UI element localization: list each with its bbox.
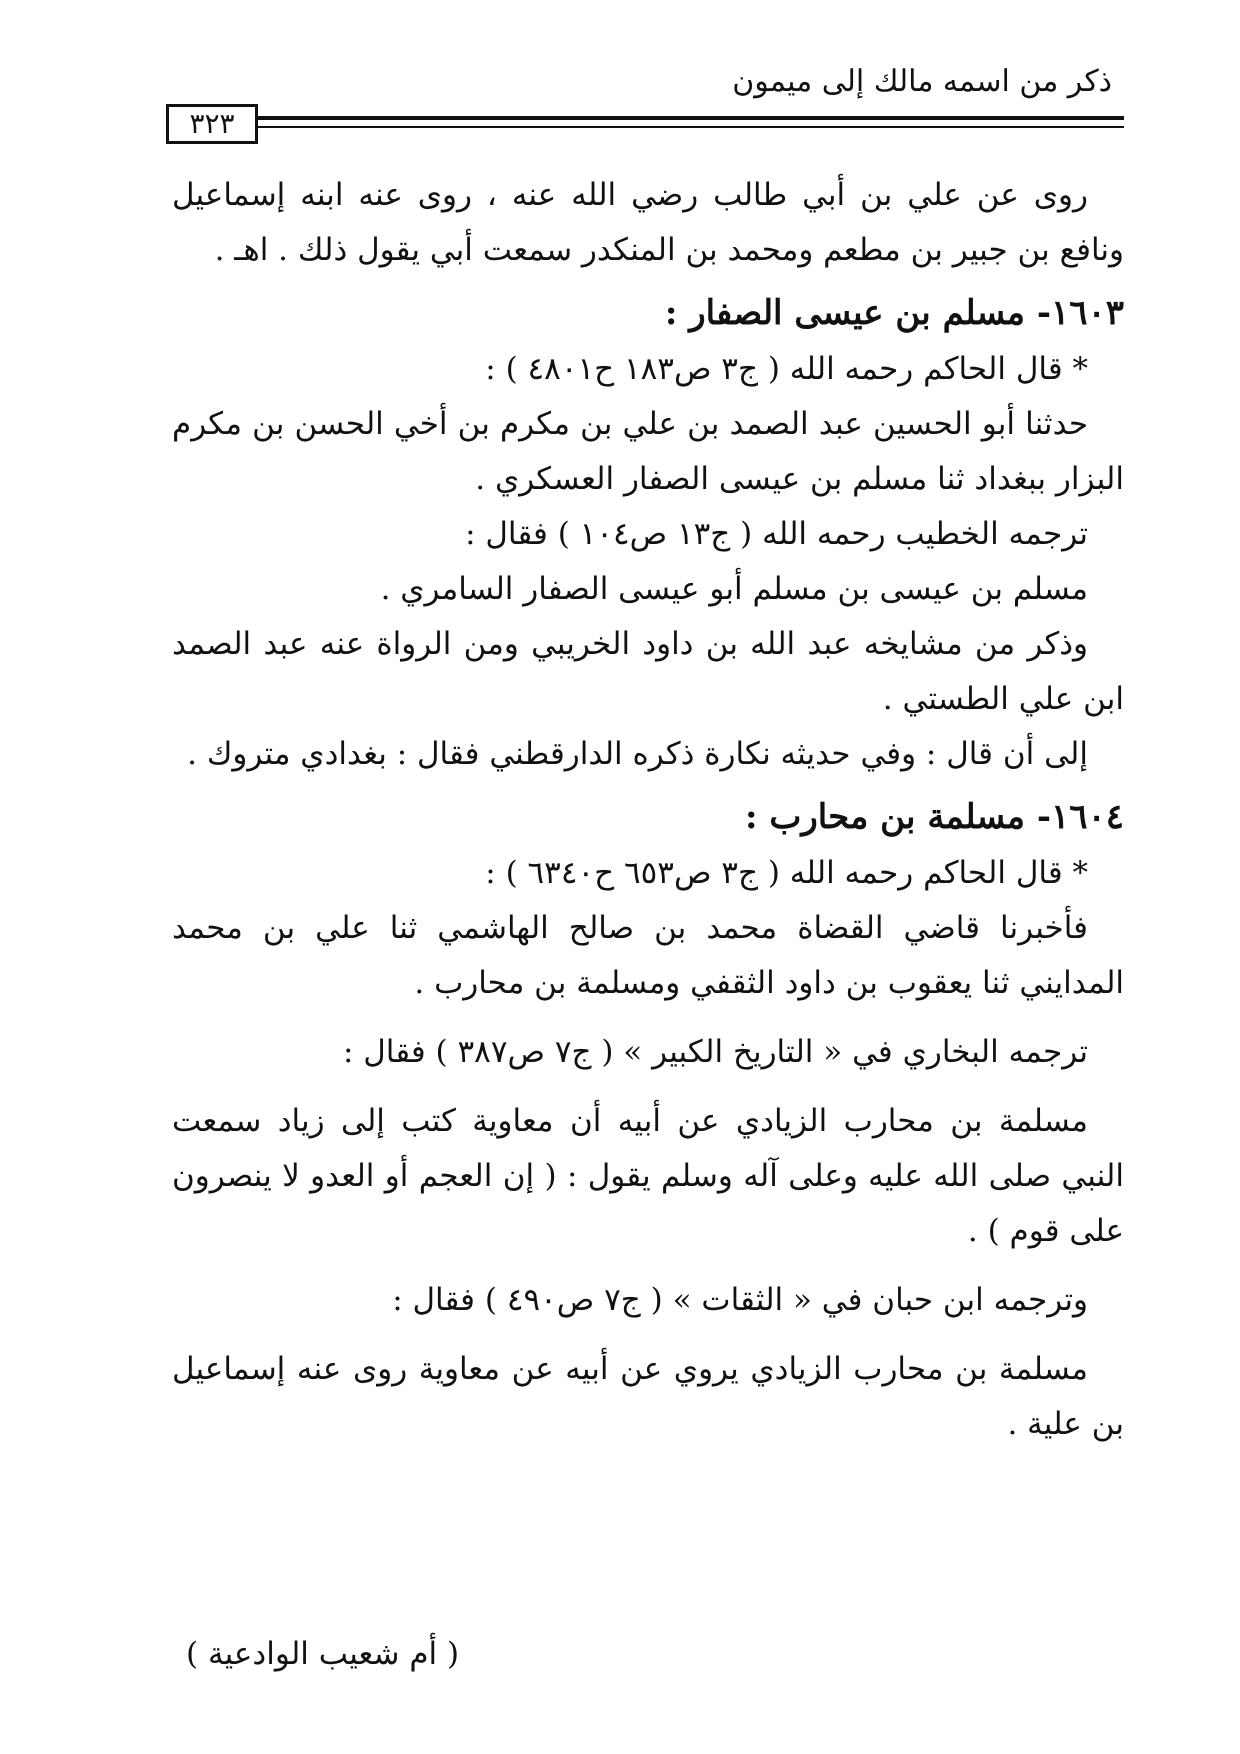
entry-heading-1604: ١٦٠٤- مسلمة بن محارب : (744, 797, 1124, 837)
header-rule-thick (258, 116, 1124, 120)
citation-khatib: ترجمه الخطيب رحمه الله ( ج١٣ ص١٠٤ ) فقال : (465, 516, 1088, 552)
body-text (172, 168, 1124, 1452)
daraqutni-verdict: إلى أن قال : وفي حديثه نكارة ذكره الدارقطني فقال : بغدادي متروك . (187, 736, 1088, 772)
page-number-box: ٣٢٣ (166, 104, 258, 144)
header-rule-thin (258, 126, 1124, 128)
paragraph-continuation: روى عن علي بن أبي طالب رضي الله عنه ، روى عنه ابنه إسماعيل ونافع بن جبير بن مطعم ومحمد بن المنكدر سمعت أبي يقول ذلك . اهـ . (172, 177, 1124, 268)
biography-ibn-hibban: مسلمة بن محارب الزيادي يروي عن أبيه عن معاوية روى عنه إسماعيل بن علية . (172, 1351, 1124, 1442)
teachers-students: وذكر من مشايخه عبد الله بن داود الخريبي ومن الرواة عنه عبد الصمد ابن علي الطستي . (172, 626, 1124, 717)
biography-bukhari: مسلمة بن محارب الزيادي عن أبيه أن معاوية كتب إلى زياد سمعت النبي صلى الله عليه وعلى آله وسلم يقول : ( إن العجم أو العدو لا ينصرون على قوم ) . (172, 1103, 1124, 1249)
hadith-chain-1604: فأخبرنا قاضي القضاة محمد بن صالح الهاشمي ثنا علي بن محمد المدايني ثنا يعقوب بن داود الثقفي ومسلمة بن محارب . (172, 910, 1124, 1001)
citation-ibn-hibban: وترجمه ابن حبان في « الثقات » ( ج٧ ص٤٩٠ ) فقال : (392, 1282, 1088, 1318)
citation-hakim-1604: * قال الحاكم رحمه الله ( ج٣ ص٦٥٣ ح٦٣٤٠ ) : (485, 855, 1088, 891)
next-entry-title: ( أم شعيب الوادعية ) (186, 1636, 460, 1672)
running-header-title: ذكر من اسمه مالك إلى ميمون (732, 64, 1112, 99)
biography-khatib: مسلم بن عيسى بن مسلم أبو عيسى الصفار السامري . (380, 571, 1088, 607)
entry-heading-1603: ١٦٠٣- مسلم بن عيسى الصفار : (664, 293, 1124, 333)
hadith-chain-1603: حدثنا أبو الحسين عبد الصمد بن علي بن مكرم بن أخي الحسن بن مكرم البزار ببغداد ثنا مسلم بن عيسى الصفار العسكري . (172, 406, 1124, 497)
citation-bukhari: ترجمه البخاري في « التاريخ الكبير » ( ج٧ ص٣٨٧ ) فقال : (342, 1034, 1088, 1070)
citation-hakim-1603: * قال الحاكم رحمه الله ( ج٣ ص١٨٣ ح٤٨٠١ ) : (485, 351, 1088, 387)
